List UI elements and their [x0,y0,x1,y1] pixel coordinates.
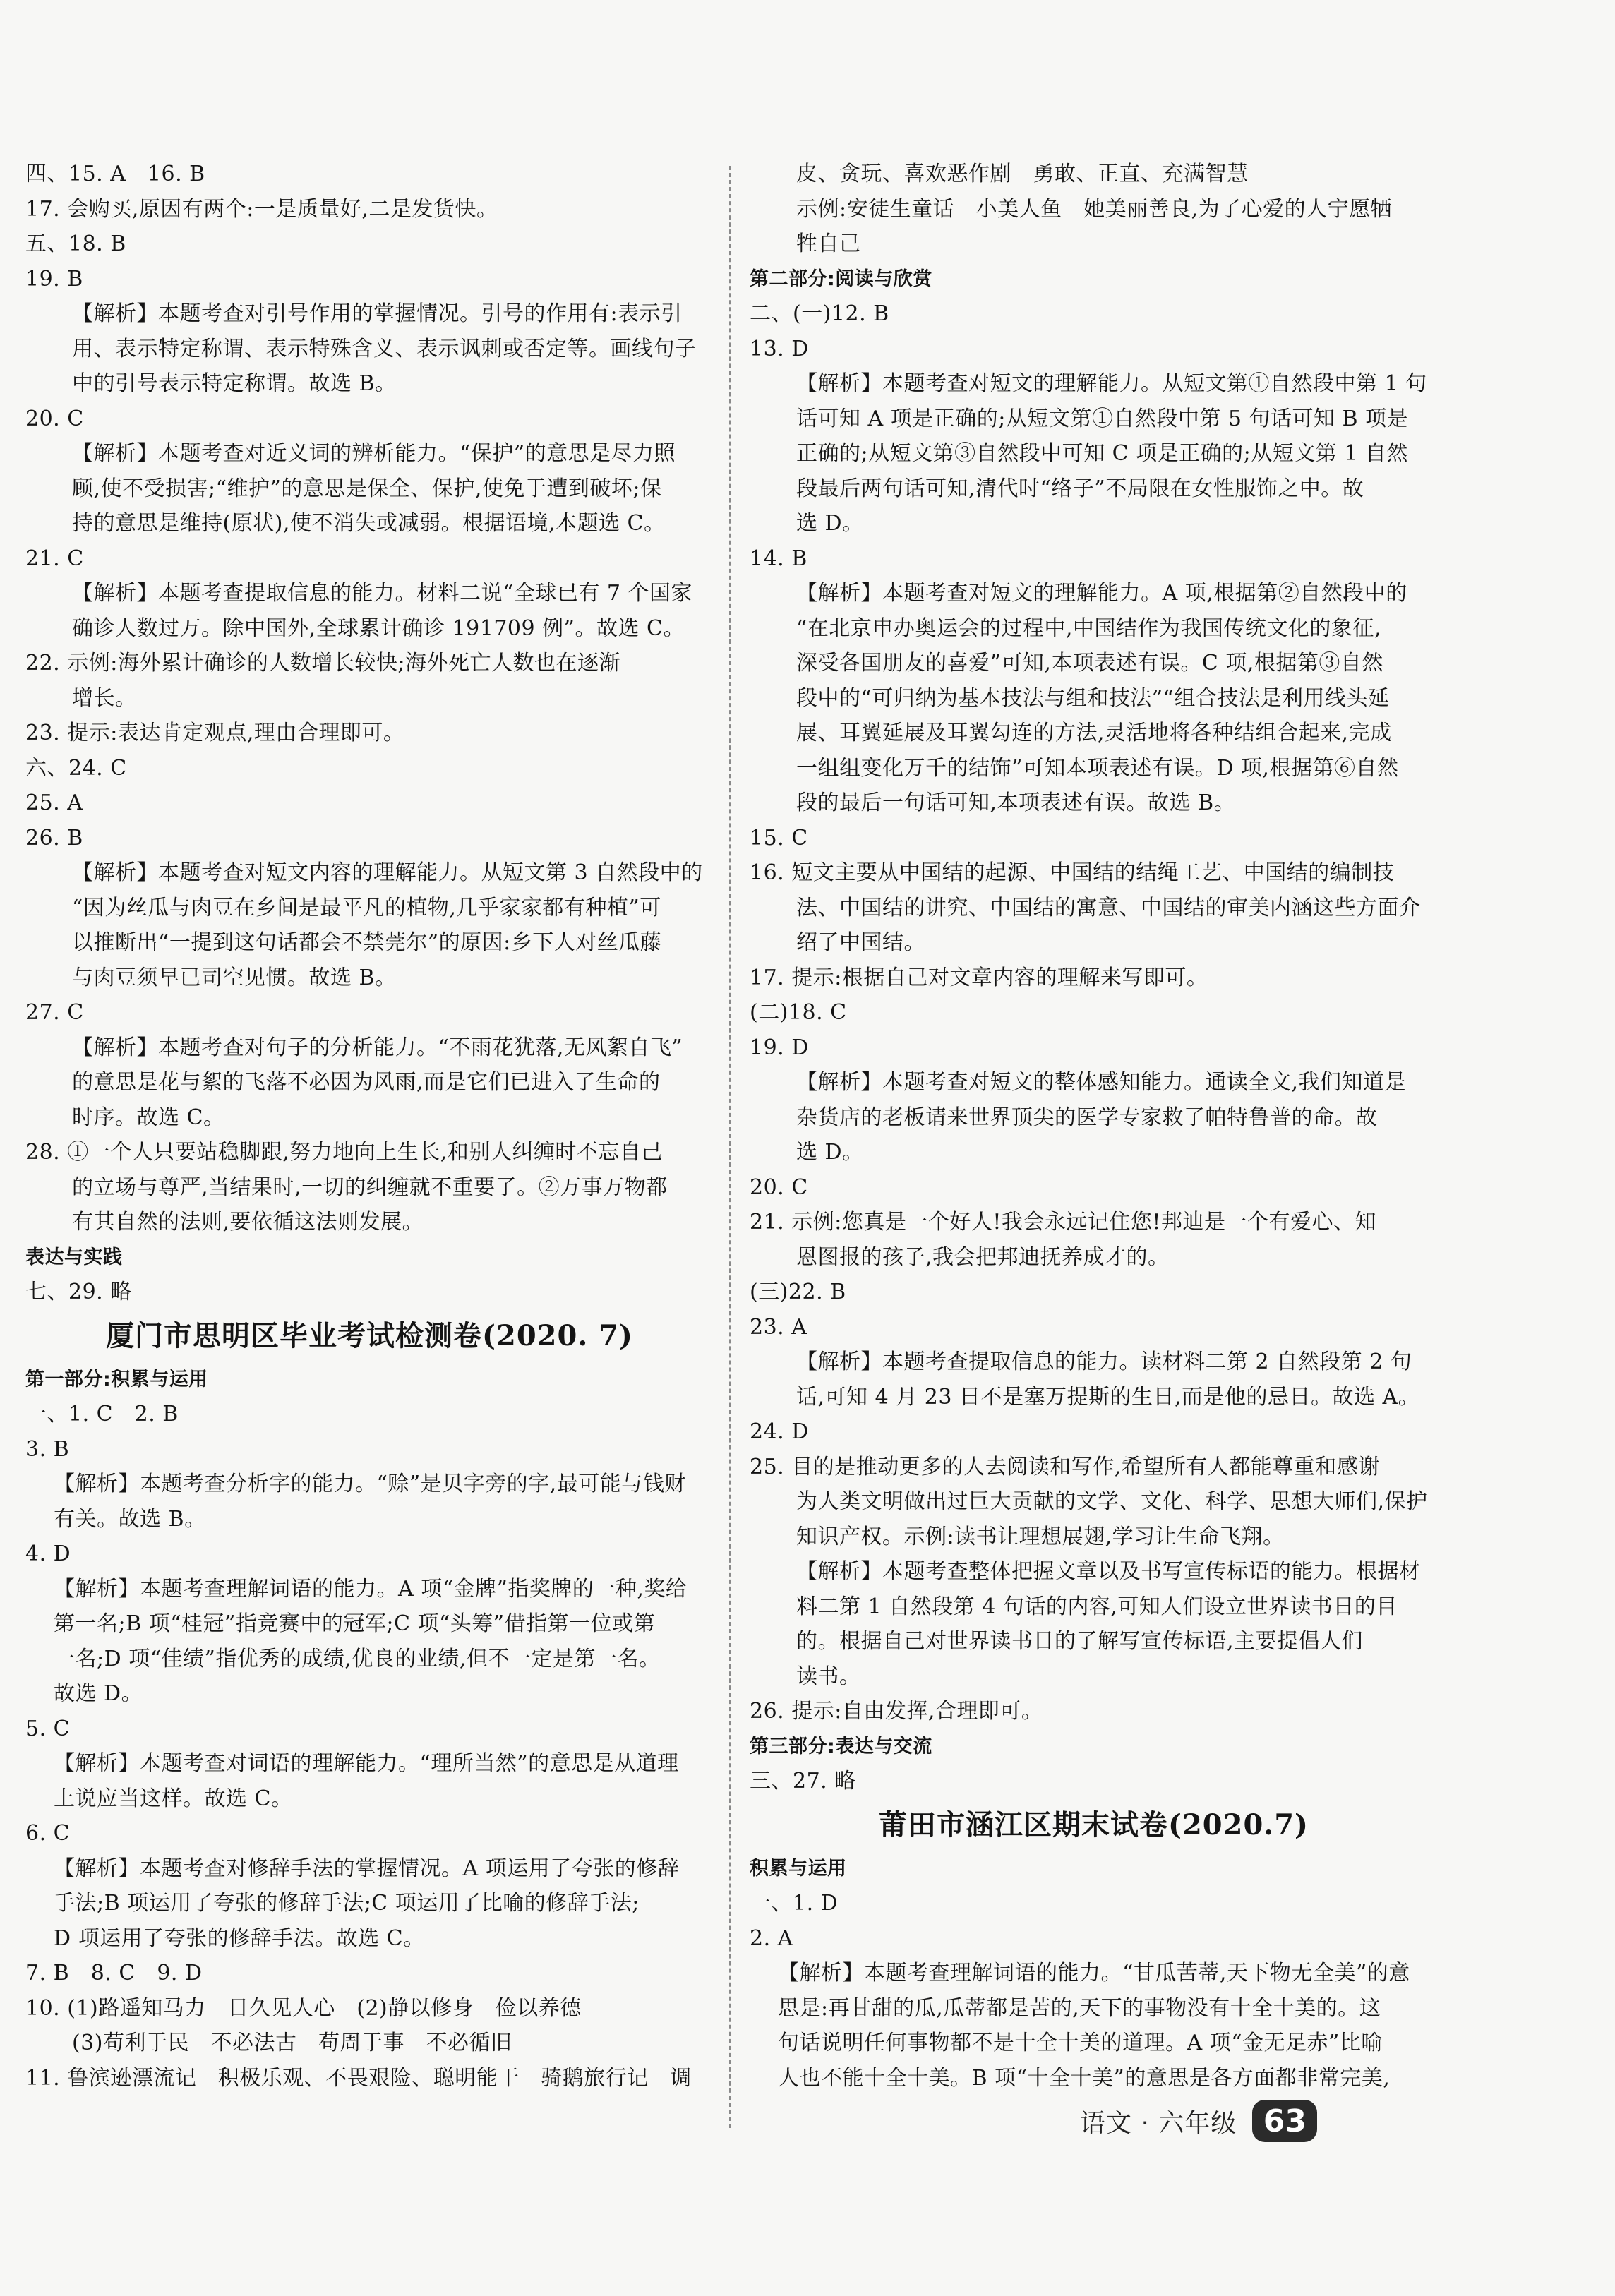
text-line: 皮、贪玩、喜欢恶作剧 勇敢、正直、充满智慧 [796,162,1249,186]
text-line: 25. 目的是推动更多的人去阅读和写作,希望所有人都能尊重和感谢 [750,1454,1380,1479]
text-line: 21. C [25,546,84,571]
text-line: 用、表示特定称谓、表示特殊含义、表示讽刺或否定等。画线句子 [72,336,697,361]
text-line: 21. 示例:您真是一个好人!我会永远记住您!邦迪是一个有爱心、知 [750,1210,1376,1234]
text-line: 与肉豆须早已司空见惯。故选 B。 [72,965,397,990]
text-line: 七、29. 略 [25,1280,132,1304]
text-line: 【解析】本题考查对短文的整体感知能力。通读全文,我们知道是 [796,1070,1407,1095]
text-line: 一、1. C 2. B [25,1402,179,1426]
text-line: 思是:再甘甜的瓜,瓜蒂都是苦的,天下的事物没有十全十美的。这 [778,1995,1381,2021]
text-line: 顾,使不受损害;“维护”的意思是保全、保护,使免于遭到破坏;保 [72,476,662,501]
text-line: 四、15. A 16. B [25,162,205,186]
text-line: 故选 D。 [54,1681,143,1706]
text-line: 一组组变化万千的结饰”可知本项表述有误。D 项,根据第⑥自然 [796,755,1399,781]
section-heading: 第三部分:表达与交流 [750,1735,932,1757]
text-line: 有关。故选 B。 [54,1506,206,1532]
text-line: 段中的“可归纳为基本技法与组和技法”“组合技法是利用线头延 [796,685,1390,711]
right-column [750,157,1438,2096]
section-heading: 第二部分:阅读与欣赏 [750,268,932,290]
text-line: 杂货店的老板请来世界顶尖的医学专家救了帕特鲁普的命。故 [796,1105,1378,1130]
text-line: 中的引号表示特定称谓。故选 B。 [72,371,397,396]
text-line: 的立场与尊严,当结果时,一切的纠缠就不重要了。②万事万物都 [72,1174,668,1200]
text-line: 【解析】本题考查提取信息的能力。读材料二第 2 自然段第 2 句 [796,1350,1412,1374]
text-line: 为人类文明做出过巨大贡献的文学、文化、科学、思想大师们,保护 [796,1489,1428,1514]
text-line: 26. 提示:自由发挥,合理即可。 [750,1699,1043,1724]
text-line: 人也不能十全十美。B 项“十全十美”的意思是各方面都非常完美, [778,2065,1391,2091]
text-line: 24. D [750,1419,809,1444]
text-line: 【解析】本题考查理解词语的能力。“甘瓜苦蒂,天下物无全美”的意 [778,1961,1410,1985]
text-line: 手法;B 项运用了夸张的修辞手法;C 项运用了比喻的修辞手法; [54,1891,640,1916]
text-line: 28. ①一个人只要站稳脚跟,努力地向上生长,和别人纠缠时不忘自己 [25,1140,663,1165]
text-line: 话,可知 4 月 23 日不是塞万提斯的生日,而是他的忌日。故选 A。 [796,1384,1420,1410]
text-line: 选 D。 [796,511,864,536]
text-line: 读书。 [796,1664,861,1689]
section-heading: 表达与实践 [25,1246,123,1268]
text-line: 【解析】本题考查对词语的理解能力。“理所当然”的意思是从道理 [54,1751,679,1776]
text-line: D 项运用了夸张的修辞手法。故选 C。 [54,1925,425,1951]
text-line: (二)18. C [750,1000,847,1025]
column-divider [729,166,731,2128]
text-line: 11. 鲁滨逊漂流记 积极乐观、不畏艰险、聪明能干 骑鹅旅行记 调 [25,2065,692,2091]
text-line: 25. A [25,791,83,815]
text-line: 的。根据自己对世界读书日的了解写宣传标语,主要提倡人们 [796,1629,1364,1654]
text-line: 法、中国结的讲究、中国结的寓意、中国结的审美内涵这些方面介 [796,895,1421,920]
exam-title: 厦门市思明区毕业考试检测卷(2020. 7) [106,1318,633,1352]
text-line: 牲自己 [796,232,861,256]
text-line: 五、18. B [25,232,126,256]
text-line: 一、1. D [750,1891,839,1916]
text-line: 知识产权。示例:读书让理想展翅,学习让生命飞翔。 [796,1524,1285,1549]
text-line: 6. C [25,1821,71,1846]
text-line: 2. A [750,1925,793,1951]
text-line: 5. C [25,1716,71,1741]
text-line: 27. C [25,1000,84,1025]
text-line: 有其自然的法则,要依循这法则发展。 [72,1210,424,1234]
text-line: 【解析】本题考查对短文的理解能力。A 项,根据第②自然段中的 [796,581,1407,606]
text-line: 【解析】本题考查对修辞手法的掌握情况。A 项运用了夸张的修辞 [54,1856,680,1881]
text-line: 20. C [25,406,84,431]
text-line: 26. B [25,825,83,851]
text-line: 3. B [25,1436,70,1462]
text-line: 【解析】本题考查整体把握文章以及书写宣传标语的能力。根据材 [796,1559,1421,1584]
text-line: 话可知 A 项是正确的;从短文第①自然段中第 5 句话可知 B 项是 [796,406,1409,431]
text-line: 14. B [750,546,808,571]
section-heading: 第一部分:积累与运用 [25,1368,208,1390]
text-line: 13. D [750,336,809,361]
text-line: 19. D [750,1035,809,1060]
text-line: 【解析】本题考查对近义词的辨析能力。“保护”的意思是尽力照 [72,441,676,466]
text-line: 【解析】本题考查对短文的理解能力。从短文第①自然段中第 1 句 [796,371,1427,396]
text-line: 20. C [750,1174,808,1200]
text-line: 4. D [25,1541,71,1566]
exam-title: 莆田市涵江区期末试卷(2020.7) [879,1808,1309,1841]
text-line: 段的最后一句话可知,本项表述有误。故选 B。 [796,791,1236,815]
text-line: 展、耳翼延展及耳翼勾连的方法,灵活地将各种结组合起来,完成 [796,721,1392,745]
text-line: 23. A [750,1314,808,1340]
text-line: (3)苟利于民 不必法古 苟周于事 不必循旧 [72,2031,512,2055]
section-heading: 积累与运用 [750,1857,847,1880]
text-line: 【解析】本题考查对句子的分析能力。“不雨花犹落,无风絮自飞” [72,1035,683,1060]
text-line: 上说应当这样。故选 C。 [54,1786,293,1811]
text-line: 【解析】本题考查对引号作用的掌握情况。引号的作用有:表示引 [72,301,683,326]
text-line: “因为丝瓜与肉豆在乡间是最平凡的植物,几乎家家都有种植”可 [72,895,661,920]
text-line: (三)22. B [750,1280,846,1304]
text-line: 时序。故选 C。 [72,1105,225,1130]
text-line: 以推断出“一提到这句话都会不禁莞尔”的原因:乡下人对丝瓜藤 [72,930,662,955]
text-line: 绍了中国结。 [796,930,925,955]
page-number-badge: 63 [1252,2100,1317,2142]
left-column [25,157,714,2096]
text-line: 恩图报的孩子,我会把邦迪抚养成才的。 [796,1244,1170,1270]
subject-grade-label: 语文 · 六年级 [1080,2108,1237,2138]
text-line: 第一名;B 项“桂冠”指竞赛中的冠军;C 项“头筹”借指第一位或第 [54,1611,656,1636]
text-line: 17. 提示:根据自己对文章内容的理解来写即可。 [750,965,1208,990]
text-line: 段最后两句话可知,清代时“络子”不局限在女性服饰之中。故 [796,476,1364,501]
text-line: 料二第 1 自然段第 4 句话的内容,可知人们设立世界读书日的目 [796,1594,1398,1619]
text-line: 【解析】本题考查提取信息的能力。材料二说“全球已有 7 个国家 [72,581,692,606]
text-line: 的意思是花与絮的飞落不必因为风雨,而是它们已进入了生命的 [72,1070,661,1095]
text-line: 六、24. C [25,755,127,781]
text-line: 7. B 8. C 9. D [25,1961,203,1985]
text-line: 【解析】本题考查分析字的能力。“赊”是贝字旁的字,最可能与钱财 [54,1472,686,1496]
text-line: 【解析】本题考查对短文内容的理解能力。从短文第 3 自然段中的 [72,860,703,885]
text-line: 增长。 [72,685,137,711]
text-line: 持的意思是维持(原状),使不消失或减弱。根据语境,本题选 C。 [72,511,666,536]
text-line: 三、27. 略 [750,1769,856,1793]
text-line: 15. C [750,825,808,851]
text-line: 22. 示例:海外累计确诊的人数增长较快;海外死亡人数也在逐渐 [25,651,620,675]
text-line: 深受各国朋友的喜爱”可知,本项表述有误。C 项,根据第③自然 [796,651,1383,675]
text-line: 【解析】本题考查理解词语的能力。A 项“金牌”指奖牌的一种,奖给 [54,1576,688,1601]
text-line: “在北京申办奥运会的过程中,中国结作为我国传统文化的象征, [796,615,1381,641]
text-line: 示例:安徒生童话 小美人鱼 她美丽善良,为了心爱的人宁愿牺 [796,196,1393,222]
text-line: 一名;D 项“佳绩”指优秀的成绩,优良的业绩,但不一定是第一名。 [54,1646,661,1671]
text-line: 二、(一)12. B [750,301,889,326]
text-line: 选 D。 [796,1140,864,1165]
text-line: 10. (1)路遥知马力 日久见人心 (2)静以修身 俭以养德 [25,1995,582,2021]
page-footer [1080,2096,1317,2146]
text-line: 16. 短文主要从中国结的起源、中国结的结绳工艺、中国结的编制技 [750,860,1395,885]
text-line: 正确的;从短文第③自然段中可知 C 项是正确的;从短文第 1 自然 [796,441,1408,466]
text-line: 19. B [25,266,83,291]
text-line: 23. 提示:表达肯定观点,理由合理即可。 [25,721,405,745]
text-line: 确诊人数过万。除中国外,全球累计确诊 191709 例”。故选 C。 [72,615,685,641]
text-line: 17. 会购买,原因有两个:一是质量好,二是发货快。 [25,196,498,222]
text-line: 句话说明任何事物都不是十全十美的道理。A 项“金无足赤”比喻 [778,2031,1383,2055]
